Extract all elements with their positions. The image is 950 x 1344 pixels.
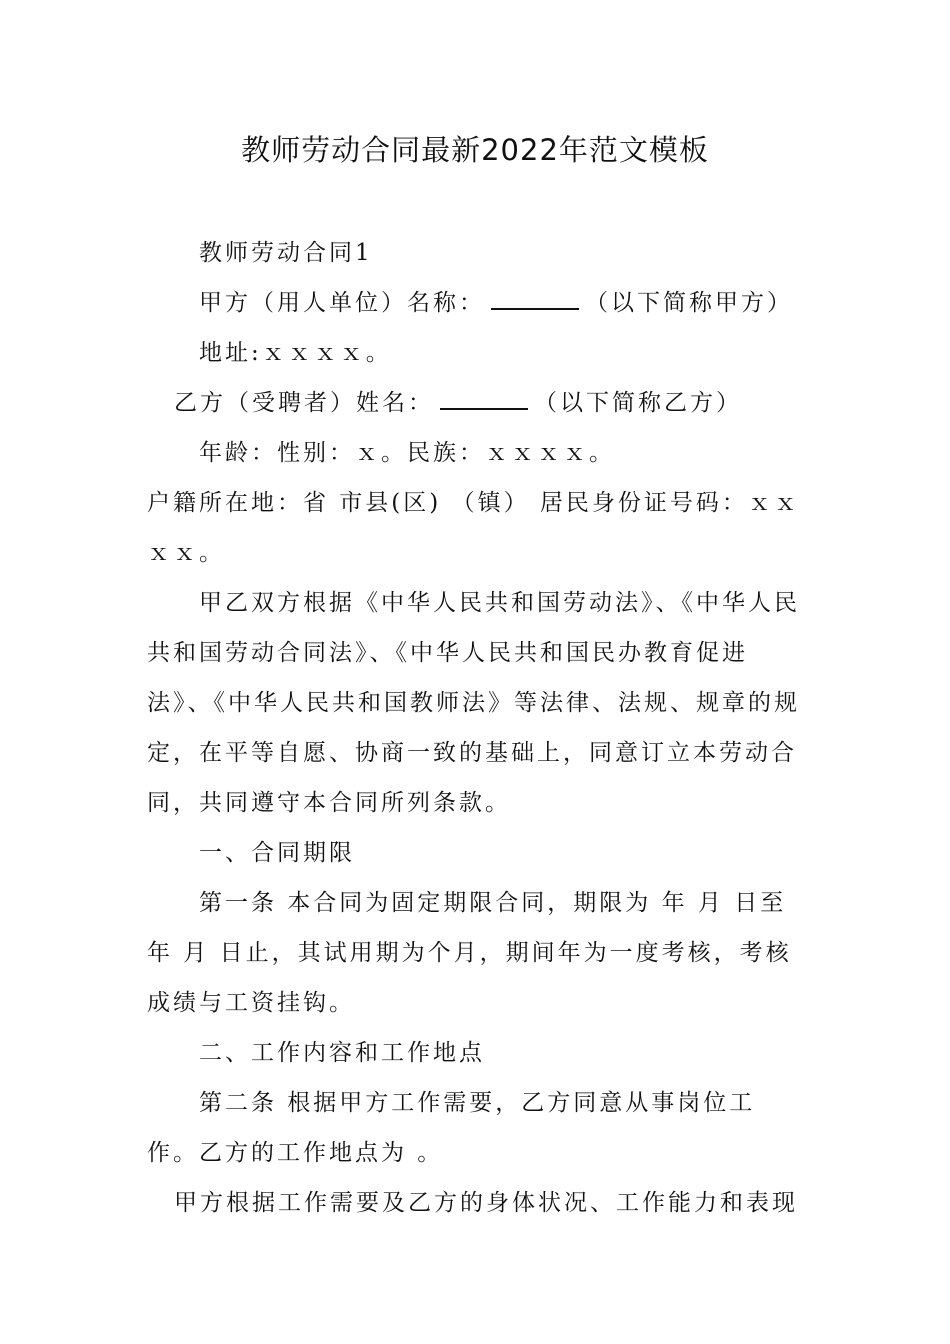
contract-heading: 教师劳动合同1 bbox=[199, 240, 373, 266]
party-b-name-blank bbox=[440, 384, 528, 410]
section-heading-term: 一、合同期限 bbox=[199, 840, 355, 866]
party-a-suffix: （以下简称甲方） bbox=[585, 290, 793, 316]
age-gender-line: 年龄：性别：ｘ。民族：ｘｘｘｘ。 bbox=[199, 440, 615, 466]
article-1: 第一条 本合同为固定期限合同，期限为 年 月 日至 年 月 日止，其试用期为个月，期间年为一度考核，考核成绩与工资挂钩。 bbox=[147, 890, 792, 1016]
party-a-line bbox=[147, 278, 807, 328]
party-b-suffix: （以下简称乙方） bbox=[534, 390, 742, 416]
document-title: 教师劳动合同最新2022年范文模板 bbox=[241, 133, 709, 167]
document-body bbox=[147, 228, 807, 1228]
party-b-line bbox=[147, 378, 807, 428]
paragraph-adjustment: 甲方根据工作需要及乙方的身体状况、工作能力和表现 bbox=[174, 1190, 798, 1216]
article-2: 第二条 根据甲方工作需要，乙方同意从事岗位工作。乙方的工作地点为 。 bbox=[147, 1090, 756, 1166]
address-line: 地址:ｘｘｘｘ。 bbox=[199, 340, 392, 366]
section-heading-work: 二、工作内容和工作地点 bbox=[199, 1040, 485, 1066]
party-b-prefix: 乙方（受聘者）姓名： bbox=[174, 390, 434, 416]
residence-id-line: 户籍所在地：省 市县(区) （镇） 居民身份证号码：ｘｘｘｘ。 bbox=[147, 490, 800, 566]
party-a-name-blank bbox=[491, 284, 579, 310]
preamble-paragraph: 甲乙双方根据《中华人民共和国劳动法》、《中华人民共和国劳动合同法》、《中华人民共和国民办教育促进法》、《中华人民共和国教师法》等法律、法规、规章的规定，在平等自愿、协商一致的基础上，同意订立本劳动合同，共同遵守本合同所列条款。 bbox=[147, 590, 800, 816]
party-a-prefix: 甲方（用人单位）名称： bbox=[199, 290, 485, 316]
